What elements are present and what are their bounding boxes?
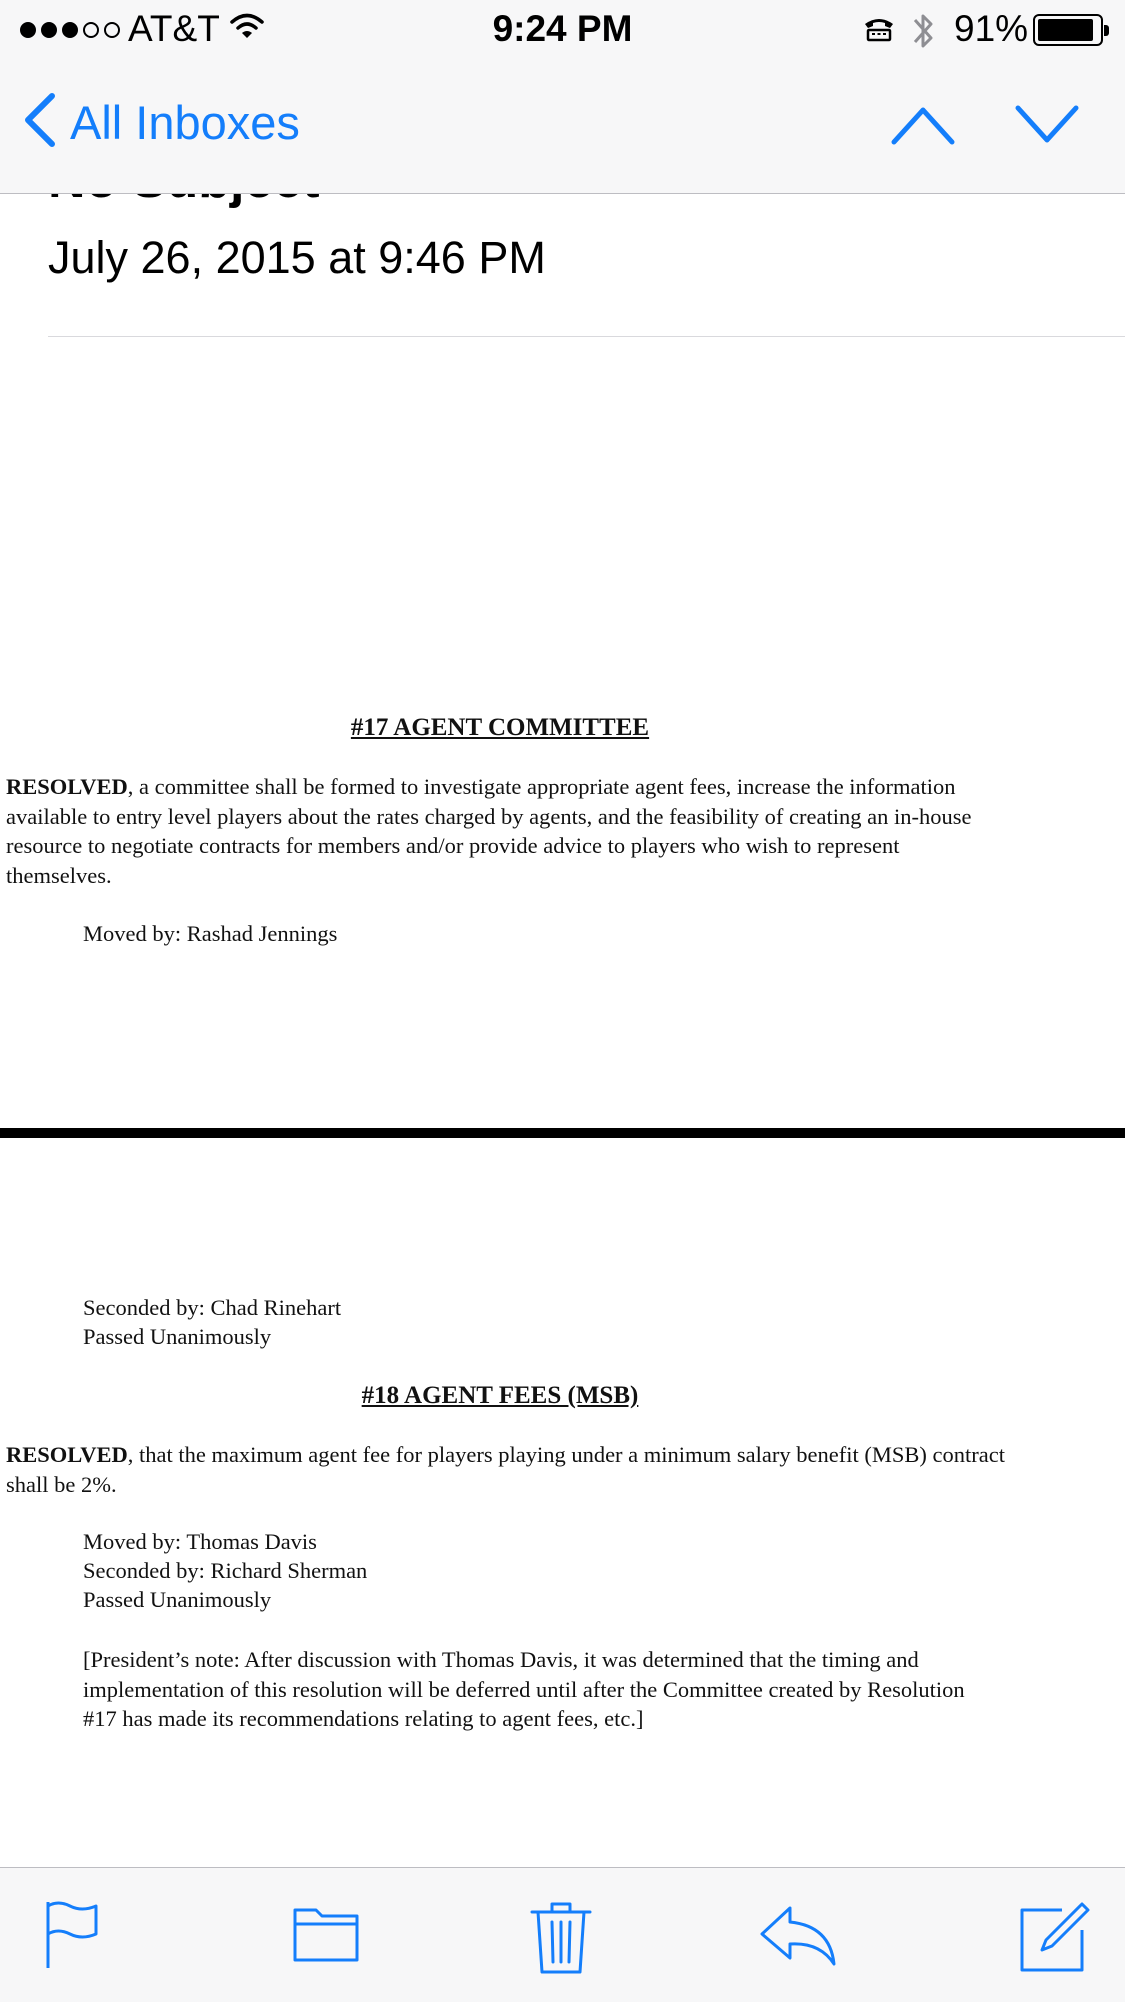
presidents-note: [President’s note: After discussion with Thomas Davis, it was determined that the timing and implementation of this resolution will be deferred until after the Committee created by Resolution #17 has made its recommendations relating to agent fees, etc.] (83, 1647, 965, 1731)
resolved-label: RESOLVED (6, 774, 128, 799)
nav-bar (0, 64, 1125, 193)
resolved-label: RESOLVED (6, 1442, 128, 1467)
chevron-down-icon[interactable] (1014, 104, 1080, 151)
top-bar (0, 0, 1125, 194)
compose-icon[interactable] (1018, 1900, 1092, 1979)
resolution-17-text (6, 772, 1006, 890)
chevron-up-icon[interactable] (890, 104, 956, 151)
carrier-name: AT&T (128, 8, 220, 49)
resolution-18-seconded-by: Seconded by: Richard Sherman (83, 1558, 368, 1583)
back-label: All Inboxes (70, 96, 300, 149)
resolution-17-body: , a committee shall be formed to investigate appropriate agent fees, increase the information available to entry level players about the rates charged by agents, and the feasibility of creating an in-house resource to negotiate contracts for members and/or provide advice to players who wish to represent themselves. (6, 774, 972, 888)
resolution-18-outcome: Passed Unanimously (83, 1587, 272, 1612)
resolution-18-heading: #18 AGENT FEES (MSB) (361, 1382, 639, 1409)
trash-icon[interactable] (528, 1900, 594, 1981)
folder-icon[interactable] (292, 1900, 362, 1975)
tty-icon (862, 14, 896, 47)
resolution-17-heading: #17 AGENT COMMITTEE (350, 714, 650, 741)
reply-icon[interactable] (758, 1900, 838, 1975)
battery-percent: 91% (954, 8, 1029, 49)
flag-icon[interactable] (44, 1900, 104, 1975)
resolution-17-seconded-by: Seconded by: Chad Rinehart (83, 1295, 342, 1320)
resolution-17-outcome: Passed Unanimously (83, 1324, 272, 1349)
status-time: 9:24 PM (492, 8, 633, 49)
resolution-18-moved-by: Moved by: Thomas Davis (83, 1529, 317, 1554)
message-date: July 26, 2015 at 9:46 PM (48, 232, 546, 283)
bottom-toolbar (0, 1867, 1125, 2002)
attachment-page-2 (0, 1138, 1125, 1866)
status-bar (0, 0, 1125, 64)
battery-icon (1033, 14, 1103, 46)
bluetooth-icon (908, 8, 938, 59)
battery-terminal (1104, 25, 1109, 36)
resolution-18-text (6, 1440, 1006, 1499)
resolution-18-body: , that the maximum agent fee for players playing under a minimum salary benefit (MSB) contract shall be 2%. (6, 1442, 1005, 1497)
battery-level (1038, 19, 1093, 41)
chevron-left-icon (22, 92, 56, 153)
back-button[interactable] (22, 92, 300, 153)
resolution-17-moved-by: Moved by: Rashad Jennings (83, 921, 338, 946)
page-separator (0, 1128, 1125, 1138)
